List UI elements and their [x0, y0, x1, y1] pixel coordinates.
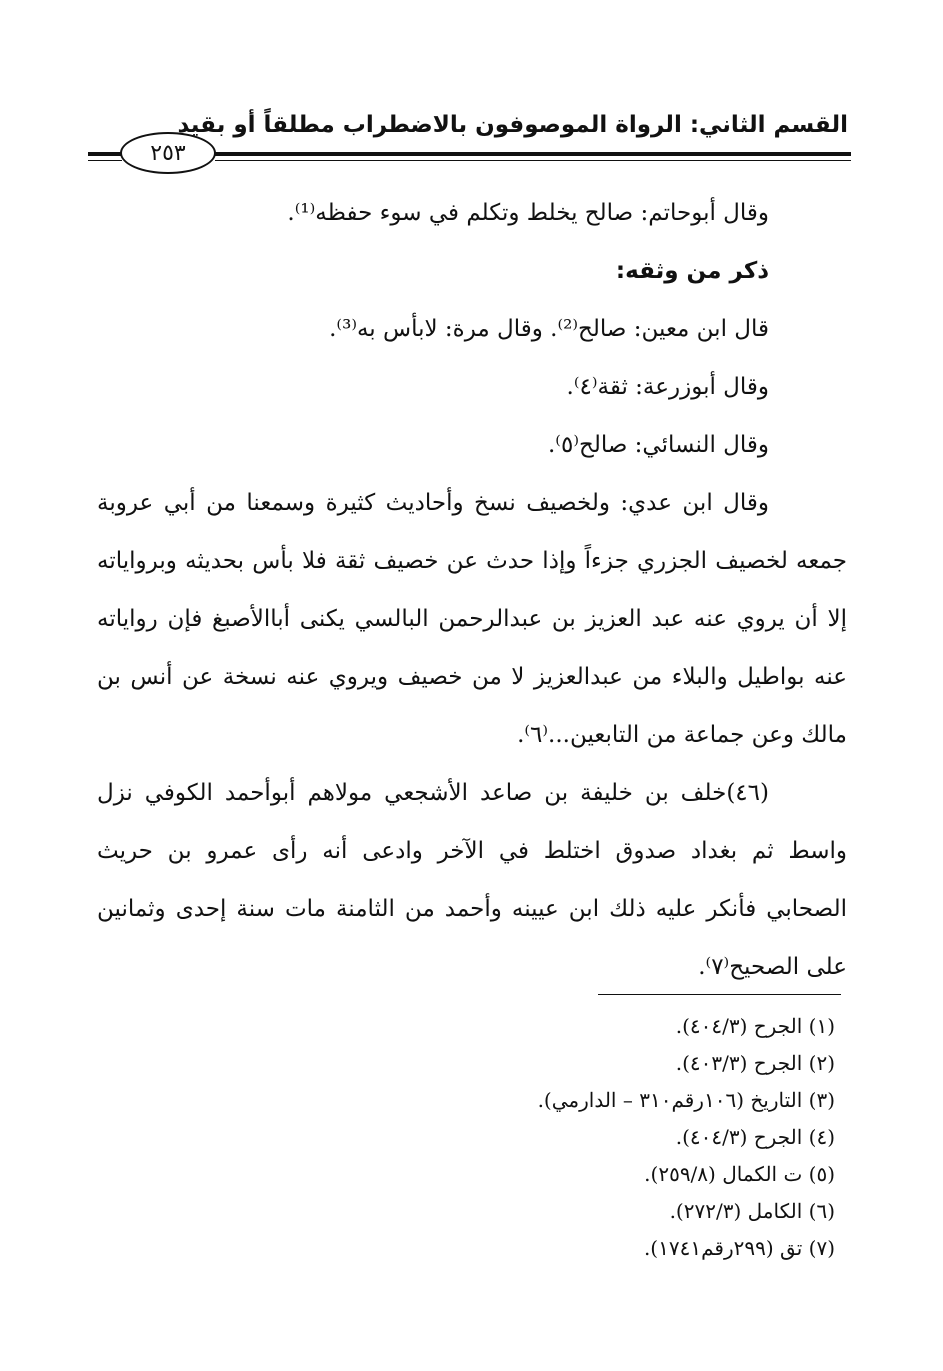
body-line: وقال ابن عدي: ولخصيف نسخ وأحاديث كثيرة وسمعنا من أبي عروبة — [97, 490, 769, 516]
footnote: (٧) تق (٢٩٩رقم١٧٤١). — [643, 1236, 835, 1260]
body-line: مالك وعن جماعة من التابعين...⁽٦⁾. — [517, 722, 847, 748]
body-line: إلا أن يروي عنه عبد العزيز بن عبدالرحمن البالسي يكنى أباالأصبغ فإن رواياته — [97, 606, 847, 632]
header-rule-left-thin — [88, 160, 122, 161]
entry-heading-line: (٤٦)خلف بن خليفة بن صاعد الأشجعي مولاهم أبوأحمد الكوفي نزل — [97, 780, 769, 806]
body-line: الصحابي فأنكر عليه ذلك ابن عيينه وأحمد من الثامنة مات سنة إحدى وثمانين — [97, 896, 847, 922]
body-line: عنه بواطيل والبلاء من عبدالعزيز لا من خصيف ويروي عنه نسخة عن أنس بن — [97, 664, 847, 690]
body-line: قال ابن معين: صالح⁽²⁾. وقال مرة: لابأس به⁽³⁾. — [329, 316, 769, 342]
footnote: (٢) الجرح (٤٠٣/٣). — [675, 1051, 835, 1075]
footnote: (٦) الكامل (٢٧٢/٣). — [669, 1199, 835, 1223]
body-line: وقال أبوحاتم: صالح يخلط وتكلم في سوء حفظه⁽¹⁾. — [287, 200, 769, 226]
body-line: جمعه لخصيف الجزري جزءاً وإذا حدث عن خصيف ثقة فلا بأس بحديثه وبرواياته — [97, 548, 847, 574]
footnote: (٤) الجرح (٤٠٤/٣). — [675, 1125, 835, 1149]
footnote-rule — [598, 994, 841, 995]
footnote: (٣) التاريخ (١٠٦رقم٣١٠ – الدارمي). — [537, 1088, 835, 1112]
body-line: وقال النسائي: صالح⁽٥⁾. — [548, 432, 769, 458]
footnote: (١) الجرح (٤٠٤/٣). — [675, 1014, 835, 1038]
footnote: (٥) ت الكمال (٢٥٩/٨). — [644, 1162, 835, 1186]
body-line: وقال أبوزرعة: ثقة⁽٤⁾. — [566, 374, 769, 400]
header-rule-left-thick — [88, 152, 122, 156]
header-rule-thin — [215, 160, 851, 161]
section-heading: ذكر من وثقه: — [615, 258, 769, 284]
running-title: القسم الثاني: الرواة الموصوفون بالاضطراب مطلقاً أو بقيد — [177, 112, 848, 138]
header-rule-thick — [215, 152, 851, 156]
body-line: واسط ثم بغداد صدوق اختلط في الآخر وادعى أنه رأى عمرو بن حريث — [97, 838, 847, 864]
footnotes — [415, 1008, 835, 1267]
body-line: على الصحيح⁽٧⁾. — [698, 954, 847, 980]
page-number: ٢٥٣ — [120, 132, 216, 174]
body-text — [97, 184, 847, 996]
